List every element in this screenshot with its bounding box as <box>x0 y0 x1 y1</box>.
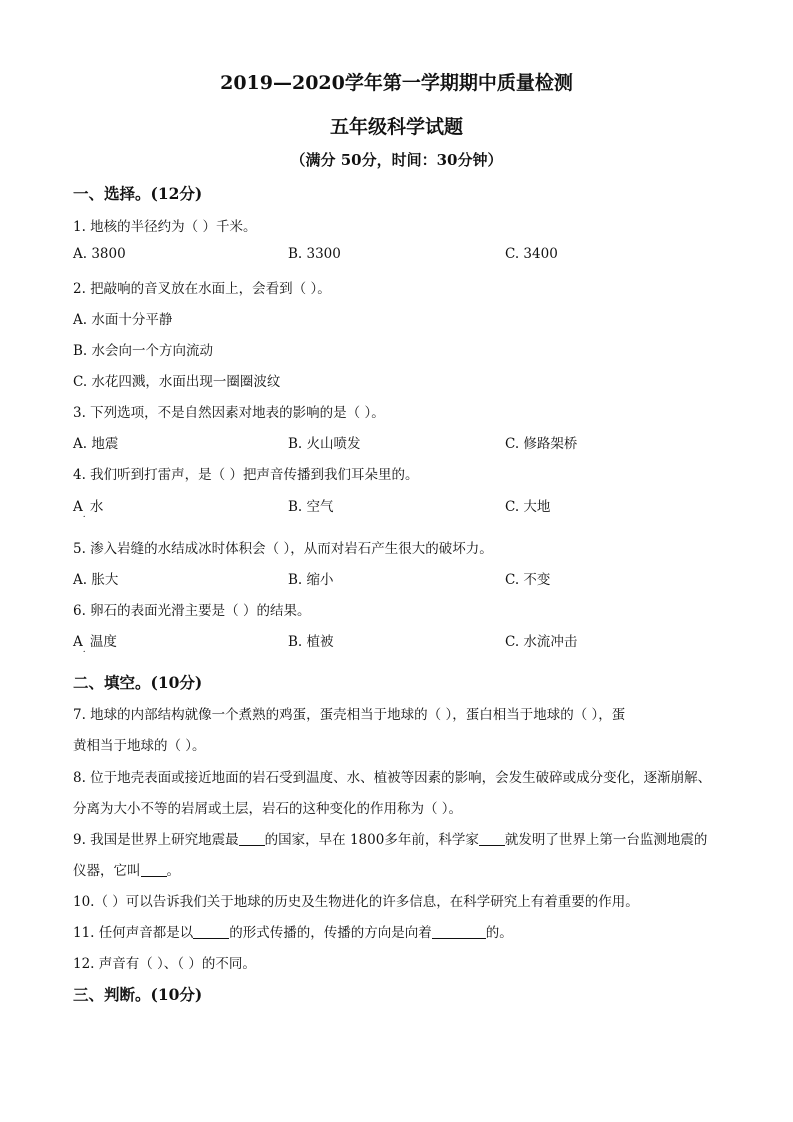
question-10: 10.（ ）可以告诉我们关于地球的历史及生物进化的许多信息，在科学研究上有着重要的作用。 <box>73 894 639 910</box>
exam-subtitle: 五年级科学试题 <box>329 116 463 138</box>
section-heading-fill: 二、填空。(10分) <box>73 673 203 692</box>
q9-blank-3[interactable] <box>141 862 167 877</box>
q9-text-4: 仪器，它叫 <box>73 863 141 879</box>
q2-option-b: B. 水会向一个方向流动 <box>73 343 214 359</box>
question-1: 1. 地核的半径约为（ ）千米。 <box>73 219 257 235</box>
exam-title: 2019—2020学年第一学期期中质量检测 <box>220 72 573 94</box>
q9-blank-1[interactable] <box>239 831 265 846</box>
question-4: 4. 我们听到打雷声，是（ ）把声音传播到我们耳朵里的。 <box>73 467 419 483</box>
q5-option-a: A. 胀大 <box>73 572 119 588</box>
q1-option-c: C. 3400 <box>505 246 558 262</box>
q11-text-1: 11. 任何声音都是以 <box>73 925 194 941</box>
question-5: 5. 渗入岩缝的水结成冰时体积会（ ），从而对岩石产生很大的破坏力。 <box>73 541 493 557</box>
q1-option-a: A. 3800 <box>73 246 126 262</box>
q4-option-a-dot: . <box>82 510 86 520</box>
q9-text-3: 就发明了世界上第一台监测地震的 <box>504 832 708 848</box>
question-3: 3. 下列选项，不是自然因素对地表的影响的是（ ）。 <box>73 405 385 421</box>
q2-option-a: A. 水面十分平静 <box>73 312 173 328</box>
q3-option-c: C. 修路架桥 <box>505 436 578 452</box>
q11-text-3: 的。 <box>485 925 513 941</box>
q3-option-a: A. 地震 <box>73 436 119 452</box>
q6-option-c: C. 水流冲击 <box>505 634 578 650</box>
q4-option-a <box>73 495 103 520</box>
q6-option-a-dot: . <box>82 645 86 655</box>
q5-option-b: B. 缩小 <box>288 572 334 588</box>
q9-blank-2[interactable] <box>479 831 505 846</box>
section-heading-judge: 三、判断。(10分) <box>73 985 203 1004</box>
question-7-line1: 7. 地球的内部结构就像一个煮熟的鸡蛋，蛋壳相当于地球的（ ），蛋白相当于地球的（ ），蛋 <box>73 707 626 723</box>
exam-info: （满分 50分，时间：30分钟） <box>290 151 503 169</box>
q6-option-a-letter: A <box>73 634 83 650</box>
q6-option-b: B. 植被 <box>288 634 334 650</box>
q3-option-b: B. 火山喷发 <box>288 436 361 452</box>
question-8-line2: 分离为大小不等的岩屑或土层，岩石的这种变化的作用称为（ ）。 <box>73 801 463 817</box>
q9-text-2: 的国家，早在 1800多年前，科学家 <box>264 832 479 848</box>
q11-text-2: 的形式传播的，传播的方向是向着 <box>229 925 432 941</box>
q6-option-a-text: 温度 <box>85 634 117 650</box>
question-12: 12. 声音有（ ）、（ ）的不同。 <box>73 956 256 972</box>
q11-blank-2[interactable] <box>432 924 486 939</box>
question-11 <box>73 921 513 941</box>
q4-option-b: B. 空气 <box>288 499 334 515</box>
question-7-line2: 黄相当于地球的（ ）。 <box>73 738 206 754</box>
q2-option-c: C. 水花四溅，水面出现一圈圈波纹 <box>73 374 281 390</box>
q5-option-c: C. 不变 <box>505 572 551 588</box>
section-heading-choice: 一、选择。(12分) <box>73 184 203 203</box>
q4-option-c: C. 大地 <box>505 499 551 515</box>
question-2: 2. 把敲响的音叉放在水面上，会看到（ ）。 <box>73 281 331 297</box>
q9-text-1: 9. 我国是世界上研究地震最 <box>73 832 239 848</box>
q11-blank-1[interactable] <box>193 924 229 939</box>
q1-option-b: B. 3300 <box>288 246 341 262</box>
q6-option-a <box>73 630 117 655</box>
question-9-line1 <box>73 828 707 848</box>
q9-text-5: 。 <box>166 863 180 879</box>
q4-option-a-letter: A <box>73 499 83 515</box>
question-9-line2 <box>73 859 180 879</box>
q4-option-a-text: 水 <box>85 499 104 515</box>
question-8-line1: 8. 位于地壳表面或接近地面的岩石受到温度、水、植被等因素的影响，会发生破碎或成分变化，逐渐崩解、 <box>73 770 712 786</box>
question-6: 6. 卵石的表面光滑主要是（ ）的结果。 <box>73 603 311 619</box>
